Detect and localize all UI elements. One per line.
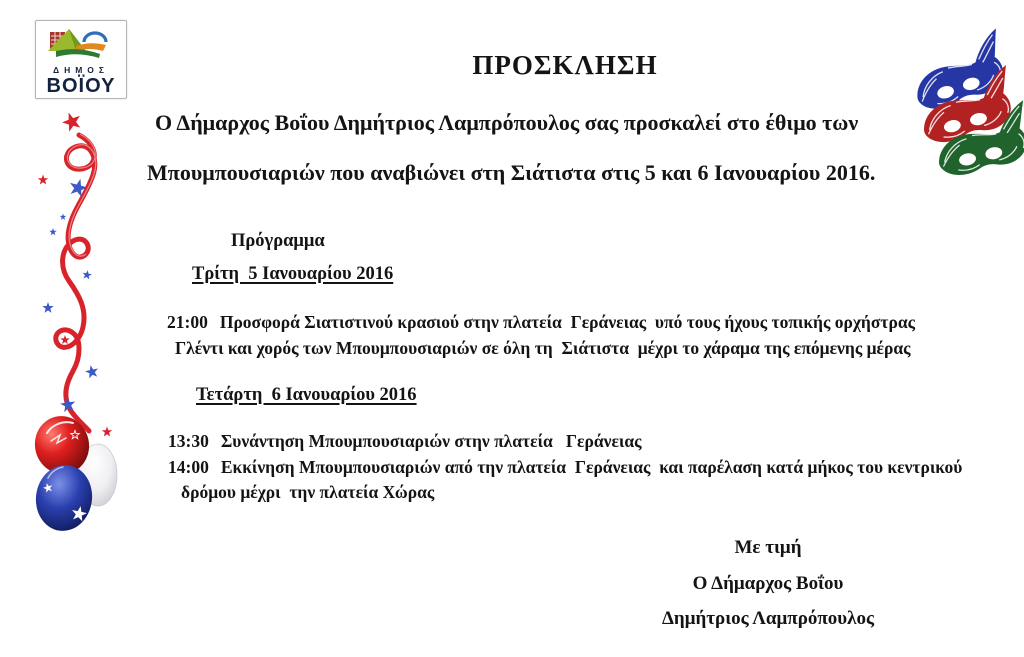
intro-line-2: Μπουμπουσιαριών που αναβιώνει στη Σιάτιστα στις 5 και 6 Ιανουαρίου 2016. xyxy=(147,160,876,185)
program-line-21-00 xyxy=(167,312,915,333)
star-icon xyxy=(82,269,93,280)
curly-ribbon-icon xyxy=(56,135,95,431)
program-line-continuation xyxy=(181,482,434,503)
event-time: 21:00 xyxy=(167,312,208,332)
star-icon xyxy=(38,175,48,185)
municipality-logo xyxy=(35,20,127,99)
event-text: Γλέντι και χορός των Μπουμπουσιαριών σε όλη τη Σιάτιστα μέχρι το χάραμα της επόμενης μέρας xyxy=(175,338,911,358)
event-time: 13:30 xyxy=(168,431,209,451)
logo-strip-icon xyxy=(56,49,100,58)
star-icon xyxy=(84,364,100,379)
event-text: Προσφορά Σιατιστινού κρασιού στην πλατεία Γεράνειας υπό τους ήχους τοπικής ορχήστρας xyxy=(219,312,915,332)
balloons-icon xyxy=(30,411,117,535)
day1-date: Τρίτη 5 Ιανουαρίου 2016 xyxy=(192,264,394,284)
star-icon xyxy=(60,335,70,344)
program-heading: Πρόγραμμα xyxy=(231,231,325,251)
logo-name-text: ΒΟΪΟΥ xyxy=(46,75,116,97)
day2-date: Τετάρτη 6 Ιανουαρίου 2016 xyxy=(196,385,417,405)
signature-salutation: Με τιμή xyxy=(734,537,802,558)
signature-name: Δημήτριος Λαμπρόπουλος xyxy=(662,608,874,629)
program-line-continuation xyxy=(175,338,911,359)
event-text: Συνάντηση Μπουμπουσιαριών στην πλατεία Γεράνειας xyxy=(220,431,642,451)
star-icon xyxy=(60,109,84,133)
star-icon xyxy=(60,214,67,220)
logo-bridge-icon xyxy=(84,33,106,42)
intro-line-1: Ο Δήμαρχος Βοΐου Δημήτριος Λαμπρόπουλος σας προσκαλεί στο έθιμο των xyxy=(155,110,859,135)
page-title: ΠΡΟΣΚΛΗΣΗ xyxy=(472,50,658,80)
star-icon xyxy=(49,228,57,235)
carnival-masks-image xyxy=(903,30,1024,160)
event-time: 14:00 xyxy=(168,457,209,477)
program-line-13-30 xyxy=(168,431,642,452)
star-icon xyxy=(102,427,112,437)
event-text: δρόμου μέχρι την πλατεία Χώρας xyxy=(181,482,435,502)
ribbon-balloons-image xyxy=(15,95,145,555)
logo-graphic-icon xyxy=(36,21,126,98)
event-text: Εκκίνηση Μπουμπουσιαριών από την πλατεία Γεράνειας και παρέλαση κατά μήκος του κεντρικού xyxy=(220,457,963,477)
program-line-14-00 xyxy=(168,457,962,478)
signature-role: Ο Δήμαρχος Βοΐου xyxy=(692,573,844,594)
logo-municipality-text: ΔΗΜΟΣ xyxy=(52,65,110,75)
star-icon xyxy=(42,302,53,313)
